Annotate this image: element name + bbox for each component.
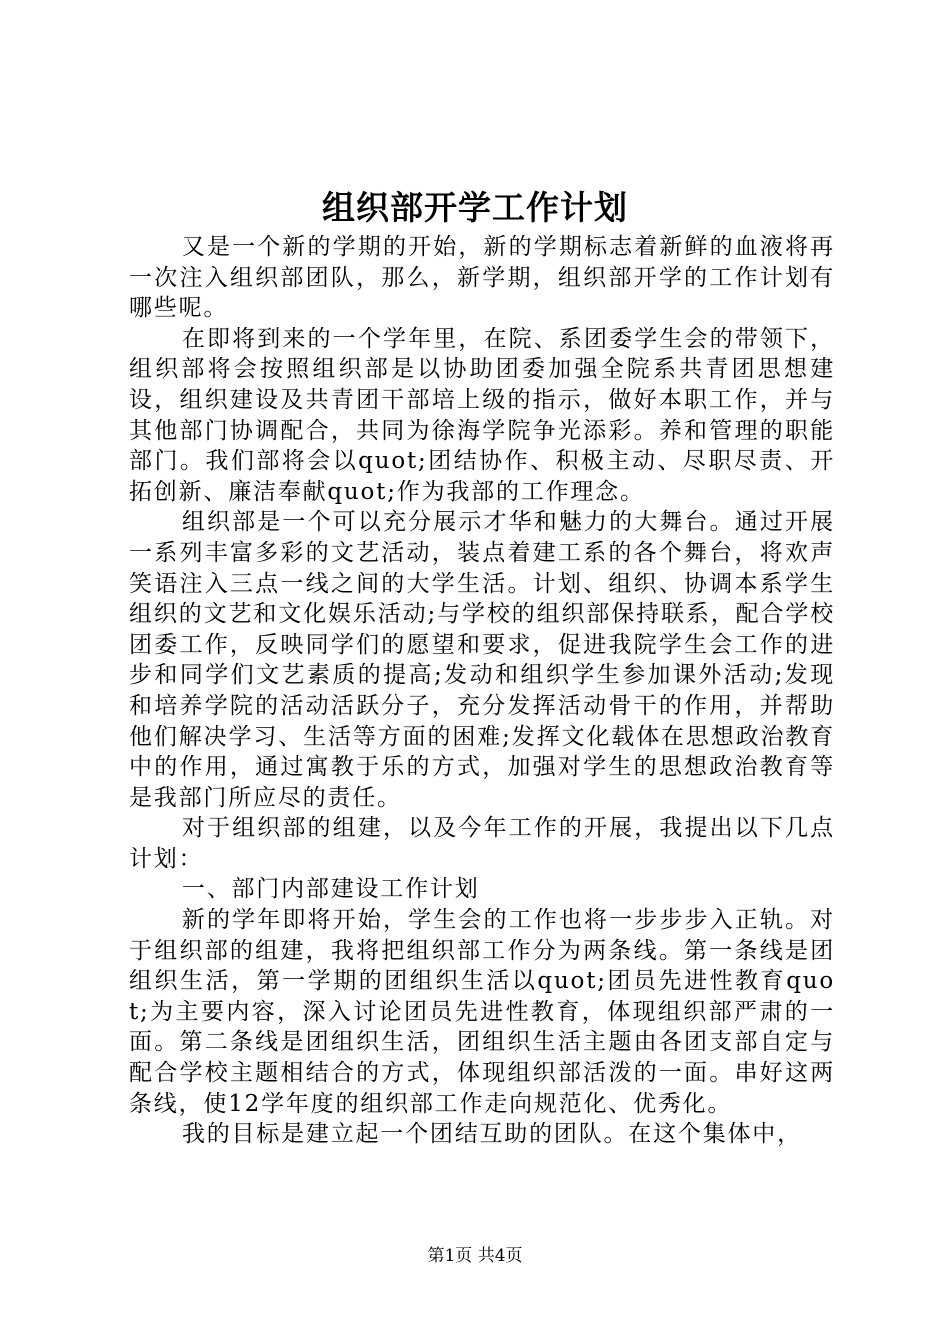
paragraph: 在即将到来的一个学年里，在院、系团委学生会的带领下，组织部将会按照组织部是以协助团委加强全院系共青团思想建设，组织建设及共青团干部培上级的指示，做好本职工作，并与其他部门协调配合，共同为徐海学院争光添彩。养和管理的职能部门。我们部将会以quot;团结协作、积极主动、尽职尽责、开拓创新、廉洁奉献quot;作为我部的工作理念。: [129, 325, 835, 505]
paragraph: 又是一个新的学期的开始，新的学期标志着新鲜的血液将再一次注入组织部团队，那么，新学期，组织部开学的工作计划有哪些呢。: [129, 234, 835, 322]
section-heading: 一、部门内部建设工作计划: [181, 876, 480, 903]
document-body: [129, 232, 835, 1150]
paragraph: 我的目标是建立起一个团结互助的团队。在这个集体中，: [181, 1121, 802, 1148]
paragraph: 新的学年即将开始，学生会的工作也将一步步步入正轨。对于组织部的组建，我将把组织部工作分为两条线。第一条线是团组织生活，第一学期的团组织生活以quot;团员先进性教育quot;为主要内容，深入讨论团员先进性教育，体现组织部严肃的一面。第二条线是团组织生活，团组织生活主题由各团支部自定与配合学校主题相结合的方式，体现组织部活泼的一面。串好这两条线，使12学年度的组织部工作走向规范化、优秀化。: [129, 907, 835, 1117]
page-number-footer: 第1页 共4页: [427, 1246, 523, 1266]
paragraph: 组织部是一个可以充分展示才华和魅力的大舞台。通过开展一系列丰富多彩的文艺活动，装点着建工系的各个舞台，将欢声笑语注入三点一线之间的大学生活。计划、组织、协调本系学生组织的文艺和文化娱乐活动;与学校的组织部保持联系，配合学校团委工作，反映同学们的愿望和要求，促进我院学生会工作的进步和同学们文艺素质的提高;发动和组织学生参加课外活动;发现和培养学院的活动活跃分子，充分发挥活动骨干的作用，并帮助他们解决学习、生活等方面的困难;发挥文化载体在思想政治教育中的作用，通过寓教于乐的方式，加强对学生的思想政治教育等是我部门所应尽的责任。: [129, 509, 835, 811]
paragraph: 对于组织部的组建，以及今年工作的开展，我提出以下几点计划：: [129, 815, 835, 872]
document-title: 组织部开学工作计划: [322, 188, 628, 227]
